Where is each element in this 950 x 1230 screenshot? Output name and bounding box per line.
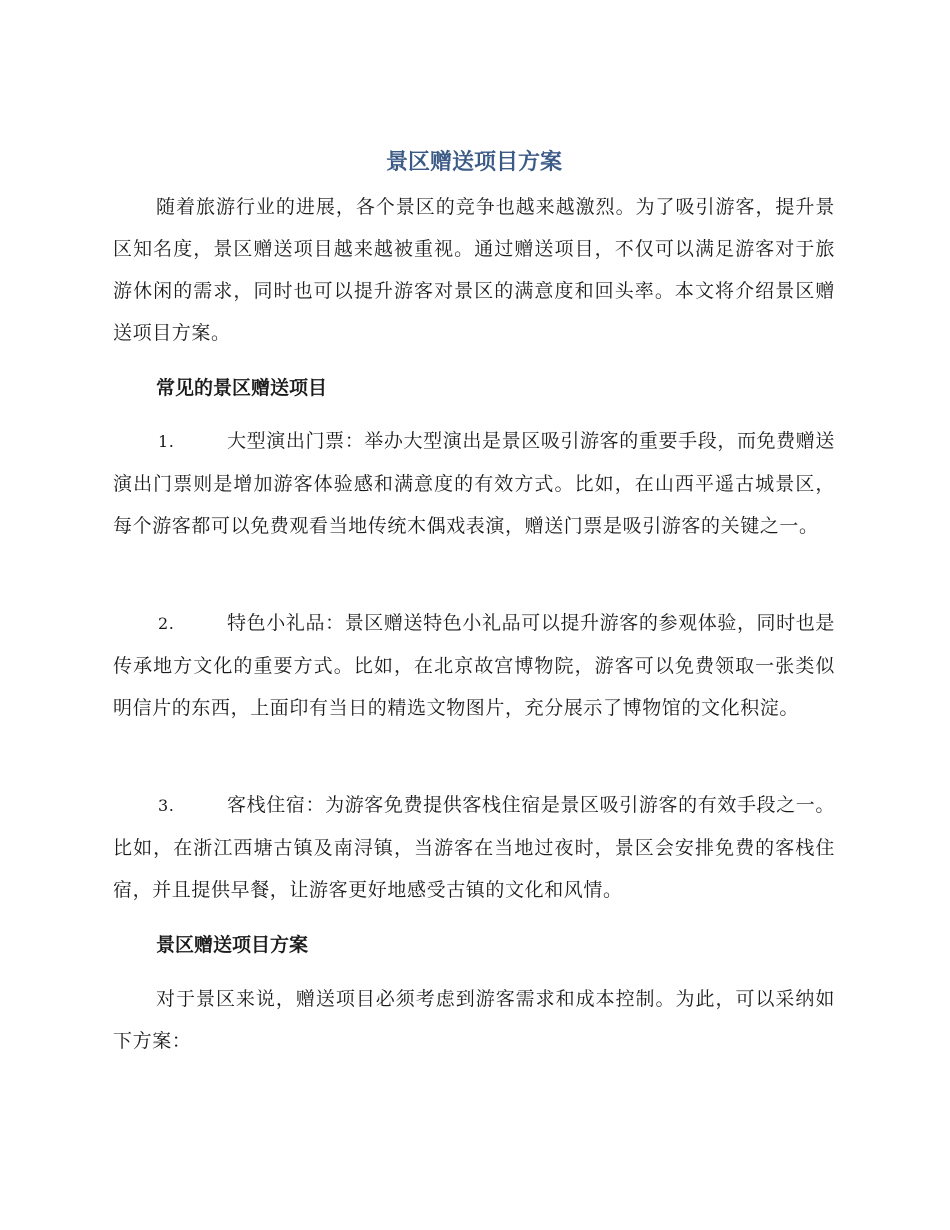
list-item [113, 784, 835, 911]
section-heading-gift-plan: 景区赠送项目方案 [156, 934, 309, 956]
document-title: 景区赠送项目方案 [385, 150, 562, 175]
list-item-number: 3. [158, 796, 175, 815]
intro-paragraph: 随着旅游行业的进展，各个景区的竞争也越来越激烈。为了吸引游客，提升景区知名度，景区赠送项目越来越被重视。通过赠送项目，不仅可以满足游客对于旅游休闲的需求，同时也可以提升游客对景区的满意度和回头率。本文将介绍景区赠送项目方案。 [113, 196, 835, 344]
list-item [113, 420, 835, 547]
section-heading-common-gifts: 常见的景区赠送项目 [156, 377, 328, 399]
list-item-text: 特色小礼品：景区赠送特色小礼品可以提升游客的参观体验，同时也是传承地方文化的重要方式。比如，在北京故宫博物院，游客可以免费领取一张类似明信片的东西，上面印有当日的精选文物图片，充分展示了博物馆的文化积淀。 [113, 612, 835, 719]
list-item-number: 1. [158, 432, 175, 451]
list-item-number: 2. [158, 614, 175, 633]
section2-paragraph: 对于景区来说，赠送项目必须考虑到游客需求和成本控制。为此，可以采纳如下方案： [113, 988, 835, 1052]
list-item-text: 客栈住宿：为游客免费提供客栈住宿是景区吸引游客的有效手段之一。比如，在浙江西塘古镇及南浔镇，当游客在当地过夜时，景区会安排免费的客栈住宿，并且提供早餐，让游客更好地感受古镇的文化和风情。 [113, 794, 835, 901]
list-item [113, 602, 835, 729]
list-item-text: 大型演出门票：举办大型演出是景区吸引游客的重要手段，而免费赠送演出门票则是增加游客体验感和满意度的有效方式。比如，在山西平遥古城景区，每个游客都可以免费观看当地传统木偶戏表演，赠送门票是吸引游客的关键之一。 [113, 430, 835, 537]
